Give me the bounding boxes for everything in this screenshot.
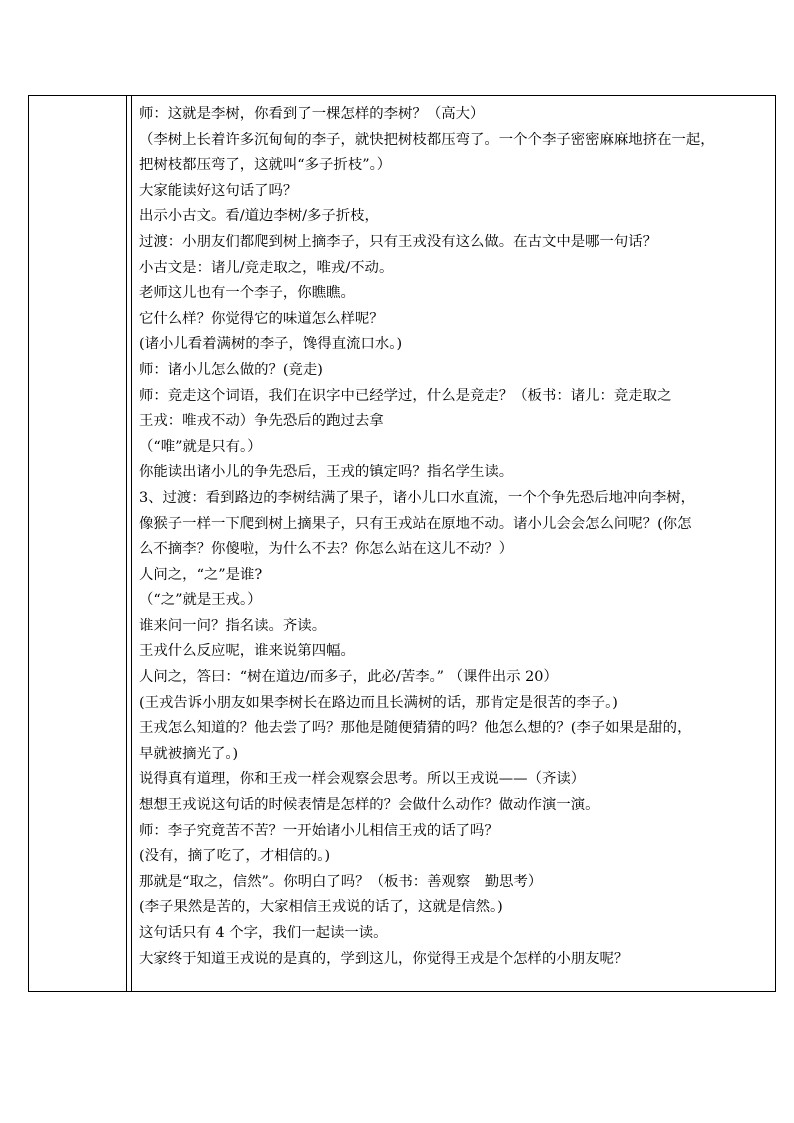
text-line: 把树枝都压弯了，这就叫“多子折枝”。） (139, 157, 392, 174)
text-line: 大家终于知道王戎说的是真的，学到这儿，你觉得王戎是个怎样的小朋友呢？ (139, 950, 629, 967)
text-line: 这句话只有 4 个字，我们一起读一读。 (139, 925, 388, 941)
text-line: 王戎什么反应呢，谁来说第四幅。 (139, 643, 355, 660)
text-line: 谁来问一问？指名读。齐读。 (139, 617, 327, 634)
text-line: （“之”就是王戎。） (139, 592, 262, 609)
text-line: 早就被摘光了。) (139, 745, 239, 762)
text-line: 出示小古文。看/道边李树/多子折枝， (139, 208, 379, 225)
text-line: 人问之，答曰：“树在道边/而多子，此必/苦李。” （课件出示 20） (139, 669, 558, 686)
text-line: 你能读出诸小儿的争先恐后，王戎的镇定吗？指名学生读。 (139, 464, 514, 481)
text-line: 师：竞走这个词语，我们在识字中已经学过，什么是竞走？（板书：诸儿：竞走取之 (139, 387, 672, 404)
text-line: 3、过渡：看到路边的李树结满了果子，诸小儿口水直流，一个个争先恐后地冲向李树， (139, 489, 696, 506)
teaching-process-cell (132, 96, 775, 991)
text-line: 人问之，“之”是谁? (139, 566, 263, 583)
text-line: 它什么样？你觉得它的味道怎么样呢？ (139, 310, 384, 327)
text-line: (没有，摘了吃了，才相信的。) (139, 848, 331, 865)
text-line: 王戎怎么知道的？他去尝了吗？那他是随便猜猜的吗？他怎么想的？(李子如果是甜的， (139, 720, 692, 737)
text-line: 师：李子究竟苦不苦？一开始诸小儿相信王戎的话了吗？ (139, 822, 499, 839)
text-line: 大家能读好这句话了吗？ (139, 182, 298, 199)
text-line: (李子果然是苦的，大家相信王戎说的话了，这就是信然。) (139, 899, 503, 916)
text-line: (诸小儿看着满树的李子，馋得直流口水。) (139, 336, 403, 353)
text-line: 说得真有道理，你和王戎一样会观察会思考。所以王戎说——（齐读） (139, 771, 586, 788)
text-line: (王戎告诉小朋友如果李树长在路边而且长满树的话，那肯定是很苦的李子。) (139, 694, 618, 711)
text-line: （“唯”就是只有。） (139, 438, 262, 455)
text-line: 像猴子一样一下爬到树上摘果子，只有王戎站在原地不动。诸小儿会会怎么问呢？(你怎 (139, 515, 692, 532)
text-line: 过渡：小朋友们都爬到树上摘李子，只有王戎没有这么做。在古文中是哪一句话？ (139, 233, 658, 250)
text-line: 师：诸小儿怎么做的？(竞走) (139, 361, 323, 378)
text-line: 小古文是：诸儿/竞走取之，唯戎/不动。 (139, 259, 394, 276)
text-line: 师：这就是李树，你看到了一棵怎样的李树？（高大） (139, 106, 485, 122)
text-line: 想想王戎说这句话的时候表情是怎样的？会做什么动作？做动作演一演。 (139, 797, 600, 814)
text-line: 那就是“取之，信然”。你明白了吗？（板书：善观察 勤思考） (139, 873, 543, 890)
text-line: （李树上长着许多沉甸甸的李子，就快把树枝都压弯了。一个个李子密密麻麻地挤在一起， (139, 131, 715, 148)
lesson-plan-table (28, 95, 776, 992)
text-line: 王戎：唯戎不动）争先恐后的跑过去拿 (139, 413, 384, 430)
text-line: 老师这儿也有一个李子，你瞧瞧。 (139, 285, 355, 302)
stage-column-cell (29, 96, 127, 991)
text-line: 么不摘李？你傻啦，为什么不去？你怎么站在这儿不动？） (139, 541, 514, 558)
